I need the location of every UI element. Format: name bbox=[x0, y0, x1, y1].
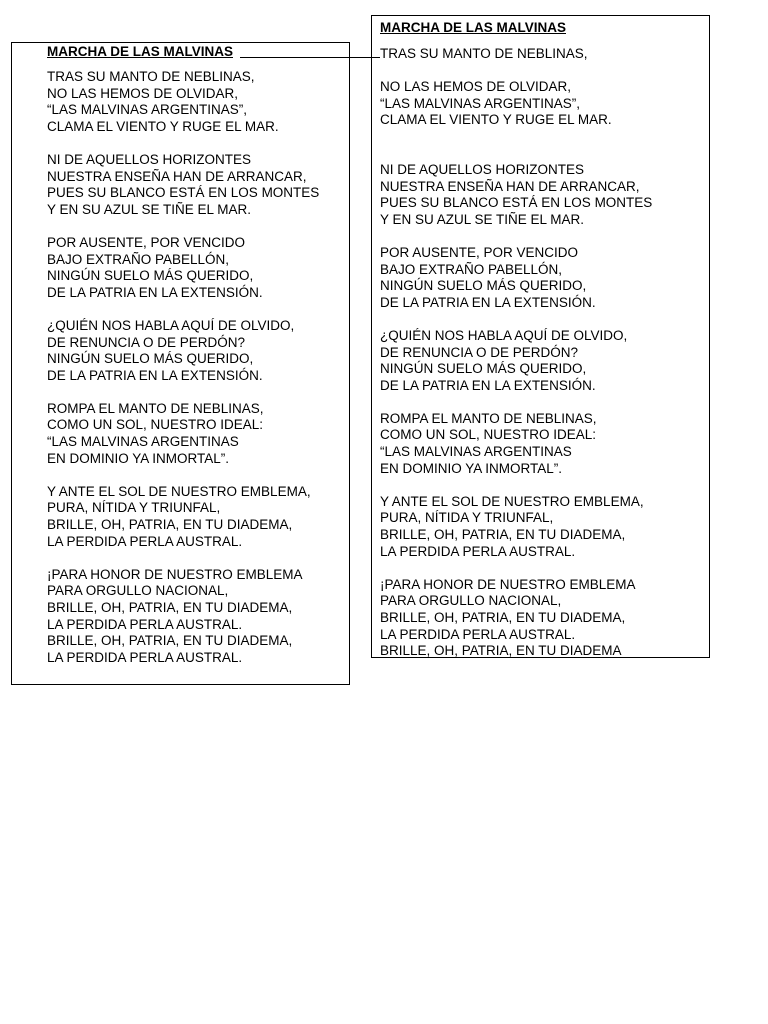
lyrics-line: NUESTRA ENSEÑA HAN DE ARRANCAR, bbox=[380, 178, 640, 194]
lyrics-line: PARA ORGULLO NACIONAL, bbox=[47, 583, 229, 599]
lyrics-line: ¡PARA HONOR DE NUESTRO EMBLEMA bbox=[380, 576, 636, 592]
stanza-break bbox=[380, 477, 652, 494]
lyrics-line: BRILLE, OH, PATRIA, EN TU DIADEMA, bbox=[47, 633, 293, 649]
lyrics-line: BRILLE, OH, PATRIA, EN TU DIADEMA, bbox=[380, 610, 626, 625]
lyrics-line: Y EN SU AZUL SE TIÑE EL MAR. bbox=[380, 211, 585, 227]
lyrics-line: ¿QUIÉN NOS HABLA AQUÍ DE OLVIDO, bbox=[47, 317, 295, 333]
lyrics-line: PARA ORGULLO NACIONAL, bbox=[380, 593, 562, 609]
lyrics-line: PUES SU BLANCO ESTÁ EN LOS MONTES bbox=[380, 195, 653, 211]
stanza-break bbox=[47, 384, 319, 401]
lyrics-line: ROMPA EL MANTO DE NEBLINAS, bbox=[47, 400, 264, 416]
stanza-break bbox=[47, 135, 319, 152]
stanza-break bbox=[380, 311, 652, 328]
lyrics-line: NINGÚN SUELO MÁS QUERIDO, bbox=[47, 351, 254, 367]
lyrics-line: NUESTRA ENSEÑA HAN DE ARRANCAR, bbox=[47, 168, 307, 184]
lyrics-title: MARCHA DE LAS MALVINAS bbox=[380, 20, 566, 35]
lyrics-line: “LAS MALVINAS ARGENTINAS”, bbox=[47, 102, 248, 118]
lyrics-line: POR AUSENTE, POR VENCIDO bbox=[47, 234, 246, 250]
lyrics-line: NI DE AQUELLOS HORIZONTES bbox=[47, 151, 252, 167]
lyrics-line: TRAS SU MANTO DE NEBLINAS, bbox=[380, 46, 588, 61]
stanza-break bbox=[380, 63, 652, 80]
lyrics-line: Y ANTE EL SOL DE NUESTRO EMBLEMA, bbox=[47, 483, 311, 499]
connector-line bbox=[240, 57, 380, 58]
lyrics-line: Y ANTE EL SOL DE NUESTRO EMBLEMA, bbox=[380, 493, 644, 509]
lyrics-line: LA PERDIDA PERLA AUSTRAL. bbox=[380, 543, 576, 559]
lyrics-text-box-left bbox=[11, 42, 350, 685]
lyrics-body bbox=[47, 69, 319, 666]
lyrics-line: NO LAS HEMOS DE OLVIDAR, bbox=[380, 79, 572, 95]
lyrics-line: DE LA PATRIA EN LA EXTENSIÓN. bbox=[380, 294, 596, 310]
lyrics-line: NINGÚN SUELO MÁS QUERIDO, bbox=[380, 361, 587, 377]
stanza-break bbox=[47, 301, 319, 318]
lyrics-line: “LAS MALVINAS ARGENTINAS bbox=[380, 444, 572, 460]
lyrics-line: ROMPA EL MANTO DE NEBLINAS, bbox=[380, 410, 597, 426]
stanza-break bbox=[380, 129, 652, 162]
lyrics-line: BRILLE, OH, PATRIA, EN TU DIADEMA, bbox=[380, 527, 626, 543]
lyrics-line: DE LA PATRIA EN LA EXTENSIÓN. bbox=[47, 367, 263, 383]
lyrics-line: LA PERDIDA PERLA AUSTRAL. bbox=[47, 533, 243, 549]
lyrics-line: BAJO EXTRAÑO PABELLÓN, bbox=[380, 261, 563, 277]
lyrics-line: NO LAS HEMOS DE OLVIDAR, bbox=[47, 85, 239, 101]
lyrics-line: DE RENUNCIA O DE PERDÓN? bbox=[47, 334, 246, 350]
lyrics-line: NI DE AQUELLOS HORIZONTES bbox=[380, 161, 585, 177]
lyrics-line: BRILLE, OH, PATRIA, EN TU DIADEMA bbox=[380, 643, 622, 658]
lyrics-line: LA PERDIDA PERLA AUSTRAL. bbox=[380, 626, 576, 642]
lyrics-title: MARCHA DE LAS MALVINAS bbox=[47, 44, 233, 59]
lyrics-body bbox=[380, 46, 652, 658]
lyrics-text-box-right bbox=[371, 15, 710, 658]
lyrics-line: TRAS SU MANTO DE NEBLINAS, bbox=[47, 69, 255, 84]
lyrics-line: ¡PARA HONOR DE NUESTRO EMBLEMA bbox=[47, 566, 303, 582]
stanza-break bbox=[380, 560, 652, 577]
stanza-break bbox=[380, 228, 652, 245]
lyrics-line: Y EN SU AZUL SE TIÑE EL MAR. bbox=[47, 201, 252, 217]
lyrics-line: CLAMA EL VIENTO Y RUGE EL MAR. bbox=[47, 118, 279, 134]
lyrics-line: BRILLE, OH, PATRIA, EN TU DIADEMA, bbox=[47, 517, 293, 533]
lyrics-line: “LAS MALVINAS ARGENTINAS”, bbox=[380, 95, 581, 111]
lyrics-line: BRILLE, OH, PATRIA, EN TU DIADEMA, bbox=[47, 600, 293, 615]
stanza-break bbox=[47, 467, 319, 484]
lyrics-line: DE RENUNCIA O DE PERDÓN? bbox=[380, 344, 579, 360]
lyrics-line: DE LA PATRIA EN LA EXTENSIÓN. bbox=[47, 284, 263, 300]
lyrics-line: NINGÚN SUELO MÁS QUERIDO, bbox=[47, 268, 254, 284]
lyrics-line: NINGÚN SUELO MÁS QUERIDO, bbox=[380, 278, 587, 294]
lyrics-line: LA PERDIDA PERLA AUSTRAL. bbox=[47, 649, 243, 665]
lyrics-line: “LAS MALVINAS ARGENTINAS bbox=[47, 434, 239, 450]
lyrics-line: COMO UN SOL, NUESTRO IDEAL: bbox=[380, 427, 597, 443]
lyrics-line: CLAMA EL VIENTO Y RUGE EL MAR. bbox=[380, 112, 612, 128]
lyrics-line: PURA, NÍTIDA Y TRIUNFAL, bbox=[47, 500, 221, 516]
lyrics-line: COMO UN SOL, NUESTRO IDEAL: bbox=[47, 417, 264, 433]
stanza-break bbox=[47, 550, 319, 567]
lyrics-line: DE LA PATRIA EN LA EXTENSIÓN. bbox=[380, 377, 596, 393]
lyrics-line: PURA, NÍTIDA Y TRIUNFAL, bbox=[380, 510, 554, 526]
lyrics-line: LA PERDIDA PERLA AUSTRAL. bbox=[47, 616, 243, 632]
lyrics-line: ¿QUIÉN NOS HABLA AQUÍ DE OLVIDO, bbox=[380, 327, 628, 343]
lyrics-line: PUES SU BLANCO ESTÁ EN LOS MONTES bbox=[47, 185, 320, 201]
lyrics-line: EN DOMINIO YA INMORTAL”. bbox=[47, 450, 230, 466]
lyrics-line: POR AUSENTE, POR VENCIDO bbox=[380, 244, 579, 260]
lyrics-line: BAJO EXTRAÑO PABELLÓN, bbox=[47, 251, 230, 267]
stanza-break bbox=[380, 394, 652, 411]
stanza-break bbox=[47, 218, 319, 235]
lyrics-line: EN DOMINIO YA INMORTAL”. bbox=[380, 460, 563, 476]
